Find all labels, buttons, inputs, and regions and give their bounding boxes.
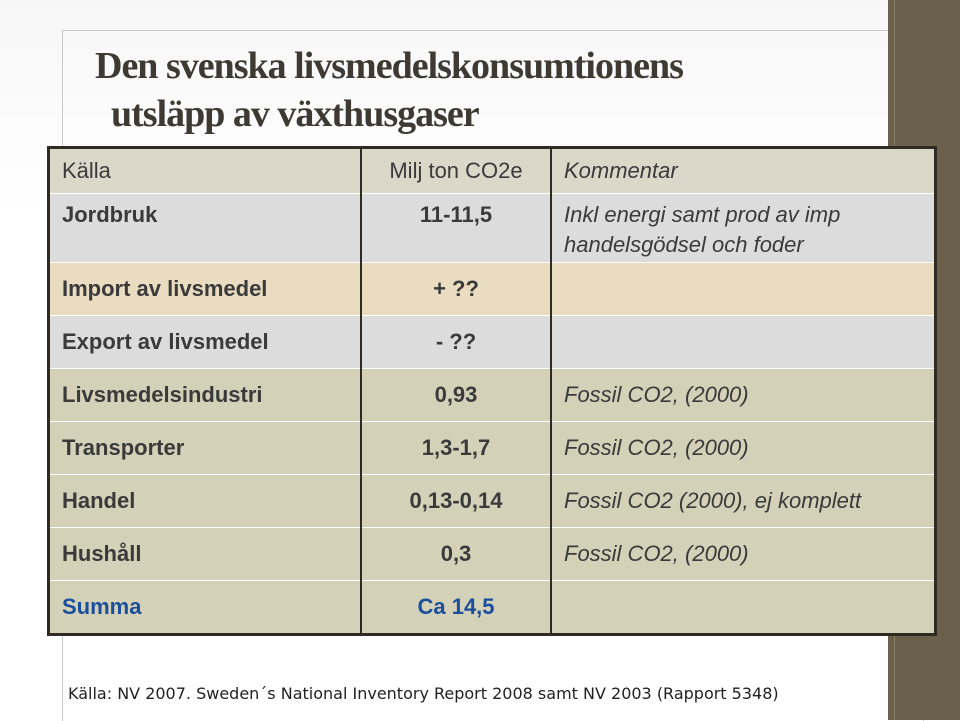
row-source: Livsmedelsindustri xyxy=(49,369,362,422)
table-row xyxy=(49,316,936,369)
row-source: Export av livsmedel xyxy=(49,316,362,369)
row-source: Hushåll xyxy=(49,528,362,581)
row-comment: Fossil CO2, (2000) xyxy=(551,369,936,422)
header-source: Källa xyxy=(49,148,362,194)
summa-value: Ca 14,5 xyxy=(361,581,551,635)
row-comment xyxy=(551,316,936,369)
table-header-row xyxy=(49,148,936,194)
row-source: Handel xyxy=(49,475,362,528)
slide-title xyxy=(95,42,855,138)
row-comment xyxy=(551,263,936,316)
summa-comment xyxy=(551,581,936,635)
row-value: 11-11,5 xyxy=(361,194,551,263)
row-source: Jordbruk xyxy=(49,194,362,263)
header-value: Milj ton CO2e xyxy=(361,148,551,194)
row-value: 1,3-1,7 xyxy=(361,422,551,475)
summa-source: Summa xyxy=(49,581,362,635)
title-line-2: utsläpp av växthusgaser xyxy=(111,93,479,135)
row-comment: Fossil CO2 (2000), ej komplett xyxy=(551,475,936,528)
table-row xyxy=(49,475,936,528)
table-row xyxy=(49,422,936,475)
row-comment: Fossil CO2, (2000) xyxy=(551,528,936,581)
row-value: - ?? xyxy=(361,316,551,369)
table-row xyxy=(49,369,936,422)
row-value: 0,93 xyxy=(361,369,551,422)
row-comment: Inkl energi samt prod av imp handelsgödsel och foder xyxy=(551,194,936,263)
row-source: Import av livsmedel xyxy=(49,263,362,316)
row-value: 0,13-0,14 xyxy=(361,475,551,528)
header-comment: Kommentar xyxy=(551,148,936,194)
row-source: Transporter xyxy=(49,422,362,475)
table-row-summa xyxy=(49,581,936,635)
row-value: + ?? xyxy=(361,263,551,316)
row-value: 0,3 xyxy=(361,528,551,581)
table-row xyxy=(49,194,936,263)
title-line-1: Den svenska livsmedelskonsumtionens xyxy=(95,45,683,87)
row-comment: Fossil CO2, (2000) xyxy=(551,422,936,475)
table-row xyxy=(49,528,936,581)
table-row xyxy=(49,263,936,316)
source-note: Källa: NV 2007. Sweden´s National Inventory Report 2008 samt NV 2003 (Rapport 5348) xyxy=(68,684,779,703)
emissions-table xyxy=(47,146,937,636)
